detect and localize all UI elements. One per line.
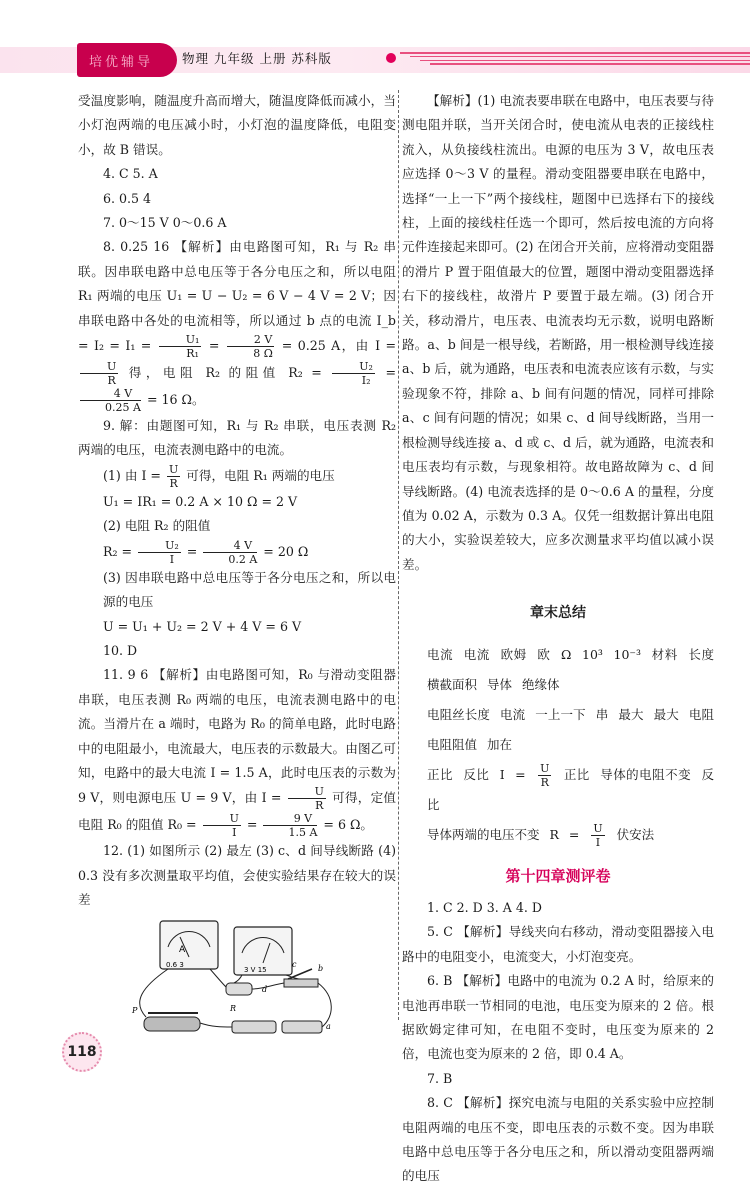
header-dot (386, 53, 396, 63)
fraction: $\frac{U}{I}$ (203, 812, 241, 839)
test-answer-8: 8. C 【解析】探究电流与电阻的关系实验中应控制电阻两端的电压不变，即电压表的示数不变。因为串联电路中总电压等于各分电压之和，所以滑动变阻器两端的电压 (402, 1095, 714, 1184)
summary-line-1: 电流 电流 欧姆 欧 Ω 10³ 10⁻³ 材料 长度 横截面积 导体 绝缘体 (427, 646, 714, 692)
fraction: $\frac{U}{I}$ (593, 821, 603, 849)
answer-11: 11. 9 6 【解析】由电路图可知，R₀ 与滑动变阻器串联，电压表测 R₀ 两端的电压，电流表测电路中的电流。当滑片在 a 端时，电路为 R₀ 的简单电路，此时电路中的电阻最小，电流最大，电压表的示数最大。由图乙可知，电路中的最大电流 I = 1.5 A，此时电压表的示数为 9 V，则电源电压 U = 9 V，由 I = $\frac{U}{R}$ 可得，定值电阻 R₀ 的阻值 R₀ = $\frac{U}{I}$ = $\frac{9 V}{1.5 A}$ = 6 Ω。 (78, 667, 396, 840)
chapter-14-test-title: 第十四章测评卷 (505, 866, 611, 885)
header-stripes (400, 52, 750, 66)
test-answer-5: 5. C 【解析】导线夹向右移动，滑动变阻器接入电路中的电阻变小，电流变大，小灯泡变亮。 (402, 924, 714, 964)
answer-8: 8. 0.25 16 【解析】由电路图可知，R₁ 与 R₂ 串联。因串联电路中总电压等于各分电压之和，所以电阻 R₁ 两端的电压 U₁ = U − U₂ = 6 V − 4 V = 2 V；因串联电路中各处的电流相等，所以通过 b 点的电流 I_b = I₂ = I₁ = $\frac{\text{U₁}}{\text{R₁}}$ = $\frac{2 V}{8 \Omega}$ = 0.25 A，由 I = $\frac{U}{R}$ 得，电阻 R₂ 的阻值 R₂ = $\frac{\text{U₂}}{\text{I₂}}$ = $\frac{4 V}{0.25 A}$ = 16 Ω。 (78, 239, 397, 415)
answer-6: 6. 0.5 4 (103, 190, 152, 206)
fraction: $\frac{U}{R}$ (540, 761, 550, 789)
test-answer-7: 7. B (427, 1070, 453, 1086)
voltmeter-scale: 3 V 15 (244, 965, 267, 974)
fraction: $\frac{U}{R}$ (288, 785, 326, 812)
fraction: $\frac{\text{U₂}}{\text{I₂}}$ (332, 360, 375, 387)
answer-4-5: 4. C 5. A (103, 166, 158, 182)
summary-line-2: 电阻丝长度 电流 一上一下 串 最大 最大 电阻 电阻阻值 加在 (427, 706, 714, 752)
voltmeter (234, 927, 292, 975)
fraction: $\frac{U}{R}$ (168, 462, 179, 490)
fraction: $\frac{4 V}{0.25 A}$ (80, 387, 141, 414)
battery (232, 1021, 331, 1033)
chapter-summary (402, 640, 714, 850)
fraction: $\frac{\text{U₁}}{\text{R₁}}$ (159, 333, 202, 360)
circuit-drawing (122, 917, 352, 1049)
answer-9-2: (2) 电阻 R₂ 的阻值 (103, 518, 211, 534)
ammeter (160, 921, 218, 969)
answer-9-1: (1) 由 I = $\frac{U}{R}$ 可得，电阻 R₁ 两端的电压 (103, 462, 335, 490)
label-P: P (132, 1005, 138, 1015)
right-column (402, 89, 714, 1189)
label-c: c (292, 959, 297, 969)
label-b: b (318, 963, 324, 973)
summary-line-3: 正比 反比 I = $\frac{U}{R}$ 正比 导体的电阻不变 反比 (427, 761, 715, 812)
series-badge-text: 培优辅导 (89, 55, 154, 70)
answer-7: 7. 0～15 V 0～0.6 A (103, 215, 227, 231)
answer-9-1-calc: U₁ = IR₁ = 0.2 A × 10 Ω = 2 V (103, 493, 298, 509)
book-title: 物理 九年级 上册 苏科版 (182, 51, 332, 66)
answer-12: 12. (1) 如图所示 (2) 最左 (3) c、d 间导线断路 (4) 0.3 没有多次测量取平均值，会使实验结果存在较大的误差 (78, 843, 396, 908)
label-d: d (262, 984, 268, 994)
circuit-figure (122, 917, 352, 1049)
resistor (226, 983, 252, 1013)
ammeter-scale: 0.6 3 (166, 960, 184, 969)
answer-12-analysis: 【解析】(1) 电流表要串联在电路中，电压表要与待测电阻并联，当开关闭合时，使电流从电表的正接线柱流入，从负接线柱流出。电源的电压为 3 V，故电压表应选择 0～3 V 的量程。滑动变阻器要串联在电路中，选择“一上一下”两个接线柱，题图中已选择右下的接线柱，上面的接线柱任选一个即可，然后按电流的方向将元件连接起来即可。(2) 在闭合开关前，应将滑动变阻器的滑片 P 置于阻值最大的位置，题图中滑动变阻器选择右下的接线柱，故滑片 P 要置于最左端。(3) 闭合开关，移动滑片，电压表、电流表均无示数，说明电路断路。a、b 间是一根导线，若断路，用一根检测导线连接 a、b 后，就为通路，电压表和电流表应该有示数，与实验现象不符，排除 a、b 间有问题的情况，同样可排除 a、c 间有问题的情况；如果 c、d 间导线断路，当用一根检测导线连接 a、d 或 c、d 后，就为通路，电流表和电压表均有示数，与现象相符。故电路故障为 c、d 间导线断路。(4) 电流表选择的是 0～0.6 A 的量程，分度值为 0.02 A，示数为 0.3 A。仅凭一组数据计算出电阻的大小，实验误差较大，应多次测量求平均值以减小误差。 (402, 93, 714, 572)
ammeter-symbol: A (179, 944, 186, 955)
fraction: $\frac{\text{U₂}}{I}$ (138, 539, 181, 566)
answer-9-2-calc: R₂ = $\frac{\text{U₂}}{I}$ = $\frac{4 V}{0.2 A}$ = 20 Ω (103, 538, 309, 566)
resistor-label: R (230, 1003, 237, 1013)
fraction: $\frac{4 V}{0.2 A}$ (203, 539, 257, 566)
answer-9: 9. 解：由题图可知，R₁ 与 R₂ 串联，电压表测 R₂ 两端的电压，电流表测电路中的电流。 (78, 418, 396, 458)
fraction: $\frac{U}{R}$ (80, 360, 118, 387)
test-answer-6: 6. B 【解析】电路中的电流为 0.2 A 时，给原来的电池再串联一节相同的电池，电压变为原来的 2 倍。根据欧姆定律可知，在电阻不变时，电压变为原来的 2 倍，电流也变为原来的 2 倍，即 0.4 A。 (402, 973, 714, 1062)
answer-3-tail: 受温度影响，随温度升高而增大，随温度降低而减小，当小灯泡两端的电压减小时，小灯泡的温度降低，电阻变小，故 B 错误。 (78, 93, 396, 157)
page-header (0, 0, 750, 80)
label-a: a (326, 1021, 331, 1031)
fraction: $\frac{2 V}{8 \Omega}$ (227, 333, 274, 360)
chapter-summary-title: 章末总结 (530, 605, 586, 622)
column-divider (398, 90, 399, 1020)
test-answers-1-4: 1. C 2. D 3. A 4. D (427, 899, 543, 915)
summary-line-4: 导体两端的电压不变 R = $\frac{U}{I}$ 伏安法 (427, 821, 655, 849)
left-column (78, 89, 396, 1049)
answer-9-3-calc: U = U₁ + U₂ = 2 V + 4 V = 6 V (103, 618, 302, 634)
fraction: $\frac{9 V}{1.5 A}$ (263, 812, 317, 839)
answer-10: 10. D (103, 642, 138, 658)
answer-9-3: (3) 因串联电路中总电压等于各分电压之和，所以电源的电压 (103, 569, 396, 610)
series-badge (77, 43, 177, 77)
page-number: 118 (62, 1032, 102, 1072)
